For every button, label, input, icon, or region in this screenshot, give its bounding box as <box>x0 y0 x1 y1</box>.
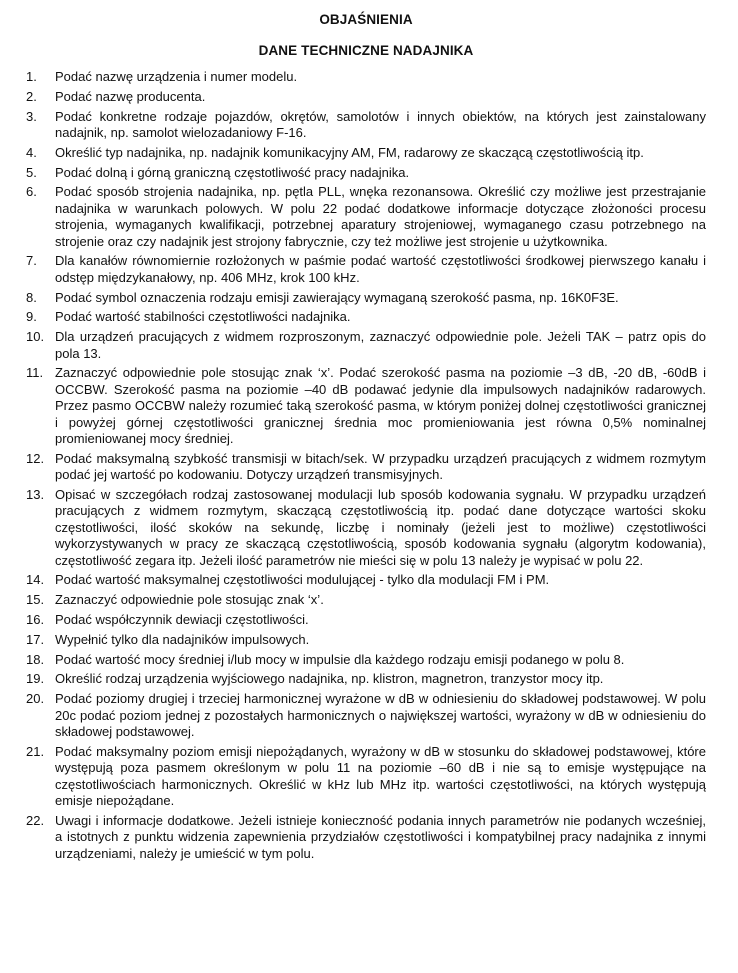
document-title: OBJAŚNIENIA <box>319 12 413 27</box>
item-number: 1. <box>26 69 37 84</box>
list-item <box>26 592 706 608</box>
item-number: 14. <box>26 572 45 588</box>
list-item <box>26 487 706 569</box>
item-text: Wypełnić tylko dla nadajników impulsowych. <box>55 631 310 647</box>
list-item <box>26 329 706 362</box>
item-text: Podać wartość mocy średniej i/lub mocy w impulsie dla każdego rodzaju emisji podanego w polu 8. <box>55 651 625 667</box>
document-subtitle: DANE TECHNICZNE NADAJNIKA <box>258 43 474 58</box>
item-text: Podać wartość maksymalnej częstotliwości modulującej - tylko dla modulacji FM i PM. <box>55 572 550 588</box>
item-text: Podać dolną i górną graniczną częstotliwość pracy nadajnika. <box>55 164 410 180</box>
item-text: Podać konkretne rodzaje pojazdów, okrętów, samolotów i innych obiektów, na których jest zainstalowany nadajnik, np. samolot wielozadaniowy F-16. <box>55 108 706 140</box>
item-text: Podać maksymalny poziom emisji niepożądanych, wyrażony w dB w stosunku do składowej podstawowej, które występują poza pasmem określonym w polu 11 na poziomie –60 dB i nie są to emisje występujące na częstotliwościach harmonicznych. Określić w kHz lub MHz itp. wartości częstotliwości, na których występują emisje niepożądane. <box>55 743 706 809</box>
item-text: Podać nazwę urządzenia i numer modelu. <box>55 69 298 84</box>
list-item <box>26 290 706 306</box>
item-text: Dla urządzeń pracujących z widmem rozproszonym, zaznaczyć odpowiednie pole. Jeżeli TAK – patrz opis do pola 13. <box>55 329 706 361</box>
list-item <box>26 744 706 810</box>
list-item <box>26 632 706 648</box>
item-text: Podać maksymalną szybkość transmisji w bitach/sek. W przypadku urządzeń pracujących z widmem rozmytym podać jej wartość po kodowaniu. Dotyczy urządzeń transmisyjnych. <box>55 450 706 483</box>
item-text: Zaznaczyć odpowiednie pole stosując znak ‘x’. <box>55 592 324 608</box>
item-number: 22. <box>26 812 45 828</box>
item-text: Określić rodzaj urządzenia wyjściowego nadajnika, np. klistron, magnetron, tranzystor mocy itp. <box>55 671 604 687</box>
item-number: 8. <box>26 289 37 305</box>
list-item <box>26 813 706 862</box>
list-item <box>26 89 706 105</box>
item-text: Podać symbol oznaczenia rodzaju emisji zawierający wymaganą szerokość pasma, np. 16K0F3E. <box>55 289 619 305</box>
list-item <box>26 652 706 668</box>
item-text: Podać sposób strojenia nadajnika, np. pętla PLL, wnęka rezonansowa. Określić czy możliwe jest przestrajanie nadajnika w warunkach polowych. W polu 22 podać dodatkowe informacje dotyczące złożoności procesu strojenia, wymaganych kwalifikacji, potrzebnej aparatury strojeniowej, wymaganego czasu potrzebnego na strojenie oraz czy nadajnik jest strojony fabrycznie, czy też możliwe jest strojenie u użytkownika. <box>55 184 706 249</box>
item-number: 15. <box>26 592 45 608</box>
item-number: 18. <box>26 651 45 667</box>
item-number: 13. <box>26 487 45 503</box>
explanations-list <box>26 69 706 862</box>
item-number: 5. <box>26 164 37 180</box>
list-item <box>26 253 706 286</box>
item-number: 12. <box>26 450 45 466</box>
item-number: 20. <box>26 691 45 707</box>
item-number: 9. <box>26 309 37 325</box>
item-text: Podać wartość stabilności częstotliwości nadajnika. <box>55 309 351 325</box>
item-number: 3. <box>26 108 37 124</box>
item-text: Opisać w szczegółach rodzaj zastosowanej modulacji lub sposób kodowania sygnału. W przypadku urządzeń pracujących z widmem rozmytym, skaczącą częstotliwością itp. podać dane dotyczące wartości skoku częstotliwości, ilość skoków na sekundę, liczbę i nominały (jeżeli jest to możliwe) częstotliwości wykorzystywanych w pracy ze skaczącą częstotliwością, sposób kodowania sygnału (algorytm kodowania), częstotliwość zegara itp. Jeżeli ilość parametrów nie mieści się w polu 13 należy je wypisać w polu 22. <box>55 487 706 568</box>
item-number: 16. <box>26 612 45 628</box>
list-item <box>26 451 706 484</box>
item-number: 11. <box>26 365 44 381</box>
list-item <box>26 365 706 447</box>
item-text: Dla kanałów równomiernie rozłożonych w paśmie podać wartość częstotliwości środkowej pierwszego kanału i odstęp międzykanałowy, np. 406 MHz, krok 100 kHz. <box>55 253 706 285</box>
item-text: Podać współczynnik dewiacji częstotliwości. <box>55 612 309 628</box>
list-item <box>26 165 706 181</box>
list-item <box>26 691 706 740</box>
list-item <box>26 671 706 687</box>
item-number: 10. <box>26 329 45 345</box>
item-text: Podać poziomy drugiej i trzeciej harmonicznej wyrażone w dB w odniesieniu do składowej podstawowej. W polu 20c podać poziom jednej z pozostałych harmonicznych o największej wartości, wyrażony w dB w odniesieniu do składowej podstawowej. <box>55 691 706 740</box>
item-number: 19. <box>26 671 45 687</box>
item-number: 7. <box>26 253 37 269</box>
list-item <box>26 184 706 250</box>
list-item <box>26 69 706 85</box>
list-item <box>26 309 706 325</box>
item-number: 21. <box>26 743 45 759</box>
item-number: 2. <box>26 88 37 104</box>
item-text: Podać nazwę producenta. <box>55 88 206 104</box>
list-item <box>26 145 706 161</box>
list-item <box>26 109 706 142</box>
item-number: 6. <box>26 184 37 200</box>
item-text: Określić typ nadajnika, np. nadajnik komunikacyjny AM, FM, radarowy ze skaczącą częstotliwością itp. <box>55 144 644 160</box>
list-item <box>26 612 706 628</box>
item-number: 4. <box>26 144 37 160</box>
list-item <box>26 572 706 588</box>
item-number: 17. <box>26 631 45 647</box>
item-text: Uwagi i informacje dodatkowe. Jeżeli istnieje konieczność podania innych parametrów nie podanych wcześniej, a istotnych z punktu widzenia zapewnienia przydziałów częstotliwości i kompatybilnej pracy nadajnika z innymi urządzeniami, należy je umieścić w tym polu. <box>55 812 706 861</box>
item-text: Zaznaczyć odpowiednie pole stosując znak ‘x’. Podać szerokość pasma na poziomie –3 dB, -20 dB, -60dB i OCCBW. Szerokość pasma na poziomie –40 dB podawać jedynie dla impulsowych nadajników radarowych. Przez pasmo OCCBW należy rozumieć taką szerokość pasma, w którym poniżej dolnej częstotliwości granicznej i powyżej górnej częstotliwości granicznej średnia moc promieniowania jest równa 0,5% nominalnej promieniowanej mocy średniej. <box>55 365 706 447</box>
